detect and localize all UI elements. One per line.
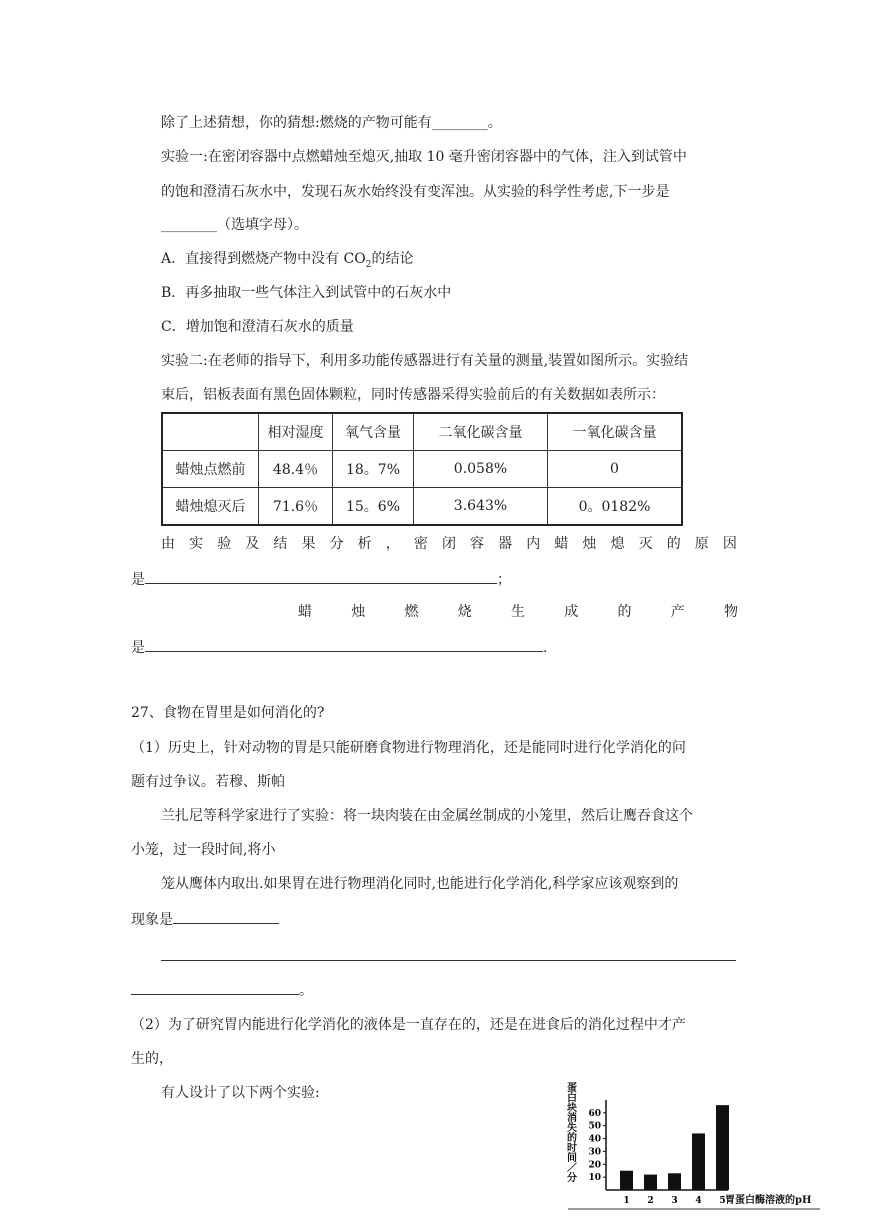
q-char: 闭 [441,536,456,552]
bar-ph-4 [692,1133,705,1190]
q-char: 的 [617,604,632,620]
q-char: 蜡 [298,604,312,620]
reason-question-line [161,534,737,554]
experiment1-line2: 的饱和澄清石灰水中，发现石灰水始终没有变浑浊。从实验的科学性考虑,下一步是 [161,184,670,200]
q-char: 密 [413,536,428,552]
q27-part1-line5: 笼从鹰体内取出.如果胃在进行物理消化同时,也能进行化学消化,科学家应该观察到的 [161,876,679,892]
bar-ph-2 [644,1175,657,1190]
x-axis-ticks [623,1196,725,1206]
q-char: 烛 [582,536,597,552]
table-cell: 15。6% [333,488,414,526]
experiment2-line2: 束后，铝板表面有黑色固体颗粒，同时传感器采得实验前后的有关数据如表所示： [161,387,665,403]
q-char: 蜡 [554,536,569,552]
option-c: C．增加饱和澄清石灰水的质量 [161,319,354,335]
y-tick-label: 60 [588,1108,601,1119]
reason-prefix: 是 [131,572,145,588]
q-char: 物 [724,604,738,620]
q-char: 灭 [638,536,653,552]
table-header-cell: 相对湿度 [259,413,333,451]
bars-group [620,1105,729,1190]
table-cell: 3.643% [414,488,548,526]
digestion-bar-chart [564,1078,823,1218]
q-char: ， [385,536,400,552]
experiment1-line3: ________（选填字母）。 [161,217,308,233]
x-tick-label: 2 [647,1196,654,1206]
option-a-subscript: 2 [365,259,372,270]
y-tick-label: 10 [588,1173,601,1184]
observation-prefix: 现象是 [131,912,173,928]
q27-part1-line2: 题有过争议。若穆、斯帕 [131,774,285,790]
chart-ylabel: 蛋白块消失的时间／分 [564,1082,576,1182]
q-char: 内 [526,536,541,552]
option-b: B．再多抽取一些气体注入到试管中的石灰水中 [161,285,452,301]
table-cell: 蜡烛点燃前 [162,451,259,488]
q27-part1-line1: （1）历史上，针对动物的胃是只能研磨食物进行物理消化，还是能同时进行化学消化的问 [131,740,686,756]
reason-suffix: ； [497,572,511,588]
bar-ph-5 [716,1105,729,1190]
sensor-data-table [161,412,683,526]
q27-part2-line1: （2）为了研究胃内能进行化学消化的液体是一直存在的，还是在进食后的消化过程中才产 [131,1017,686,1033]
observation-blank-2[interactable] [131,979,299,995]
q-char: 因 [722,536,737,552]
q27-part1-line4: 小笼，过一段时间,将小 [131,842,276,858]
reason-answer-line [131,568,511,590]
table-header-cell: 二氧化碳含量 [414,413,548,451]
q-char: 熄 [610,536,625,552]
product-question-line [298,602,738,622]
observation-answer-rule[interactable] [161,960,736,961]
y-tick-label: 50 [588,1121,601,1132]
observation-blank[interactable] [173,908,279,924]
q-char: 析 [357,536,372,552]
table-header-cell [162,413,259,451]
x-tick-label: 4 [695,1196,702,1206]
q-char: 分 [329,536,344,552]
bar-ph-1 [620,1171,633,1190]
q27-part2-line2: 生的， [131,1051,173,1067]
q-char: 器 [498,536,513,552]
table-row [162,488,682,526]
chart-xlabel: 胃蛋白酶溶液的pH [725,1195,812,1206]
y-axis-ticks [588,1109,606,1183]
q-char: 结 [273,536,288,552]
q-char: 验 [217,536,232,552]
table-cell: 0。0182% [548,488,683,526]
reason-answer-blank[interactable] [145,568,497,584]
q-char: 实 [189,536,204,552]
table-header-cell: 氧气含量 [333,413,414,451]
product-suffix: . [543,640,548,656]
option-a-text: A．直接得到燃烧产物中没有 CO [161,251,366,267]
option-a [161,249,413,275]
table-cell: 0.058% [414,451,548,488]
y-tick-label: 30 [588,1147,601,1158]
q27-title: 27、食物在胃里是如何消化的? [131,705,325,721]
experiment2-line1: 实验二:在老师的指导下，利用多功能传感器进行有关量的测量,装置如图所示。实验结 [161,353,689,369]
q27-part1-line6 [131,908,279,930]
experiment1-line1: 实验一:在密闭容器中点燃蜡烛至熄灭,抽取 10 毫升密闭容器中的气体，注入到试管中 [161,149,687,165]
table-row [162,451,682,488]
q-char: 生 [511,604,525,620]
table-header-cell: 一氧化碳含量 [548,413,683,451]
q-char: 的 [666,536,681,552]
observation-end: 。 [299,983,313,999]
bar-ph-3 [668,1173,681,1190]
table-cell: 71.6％ [259,488,333,526]
y-tick-label: 40 [588,1134,601,1145]
table-cell: 48.4％ [259,451,333,488]
table-cell: 0 [548,451,683,488]
q-char: 及 [245,536,260,552]
q-char: 烛 [351,604,366,620]
q27-part2-line3: 有人设计了以下两个实验: [161,1085,320,1101]
x-tick-label: 3 [671,1196,678,1206]
option-a-text-end: 的结论 [371,251,414,267]
product-answer-blank[interactable] [145,636,543,652]
x-tick-label: 1 [623,1196,630,1206]
q-char: 燃 [404,604,419,620]
product-prefix: 是 [131,640,145,656]
q-char: 由 [161,536,175,552]
q-char: 产 [670,604,685,620]
table-cell: 蜡烛熄灭后 [162,488,259,526]
observation-end-line [131,979,313,1001]
q-char: 原 [694,536,709,552]
q-char: 果 [301,536,316,552]
x-tick-label: 5 [719,1196,726,1206]
q-char: 烧 [457,604,472,620]
product-answer-line [131,636,547,658]
q-char: 成 [564,604,579,620]
table-header-row [162,413,682,451]
guess-line: 除了上述猜想，你的猜想:燃烧的产物可能有________。 [161,115,502,131]
q-char: 容 [470,536,485,552]
q27-part1-line3: 兰扎尼等科学家进行了实验：将一块肉装在由金属丝制成的小笼里，然后让鹰吞食这个 [161,808,693,824]
table-cell: 18。7% [333,451,414,488]
y-tick-label: 20 [588,1160,601,1171]
